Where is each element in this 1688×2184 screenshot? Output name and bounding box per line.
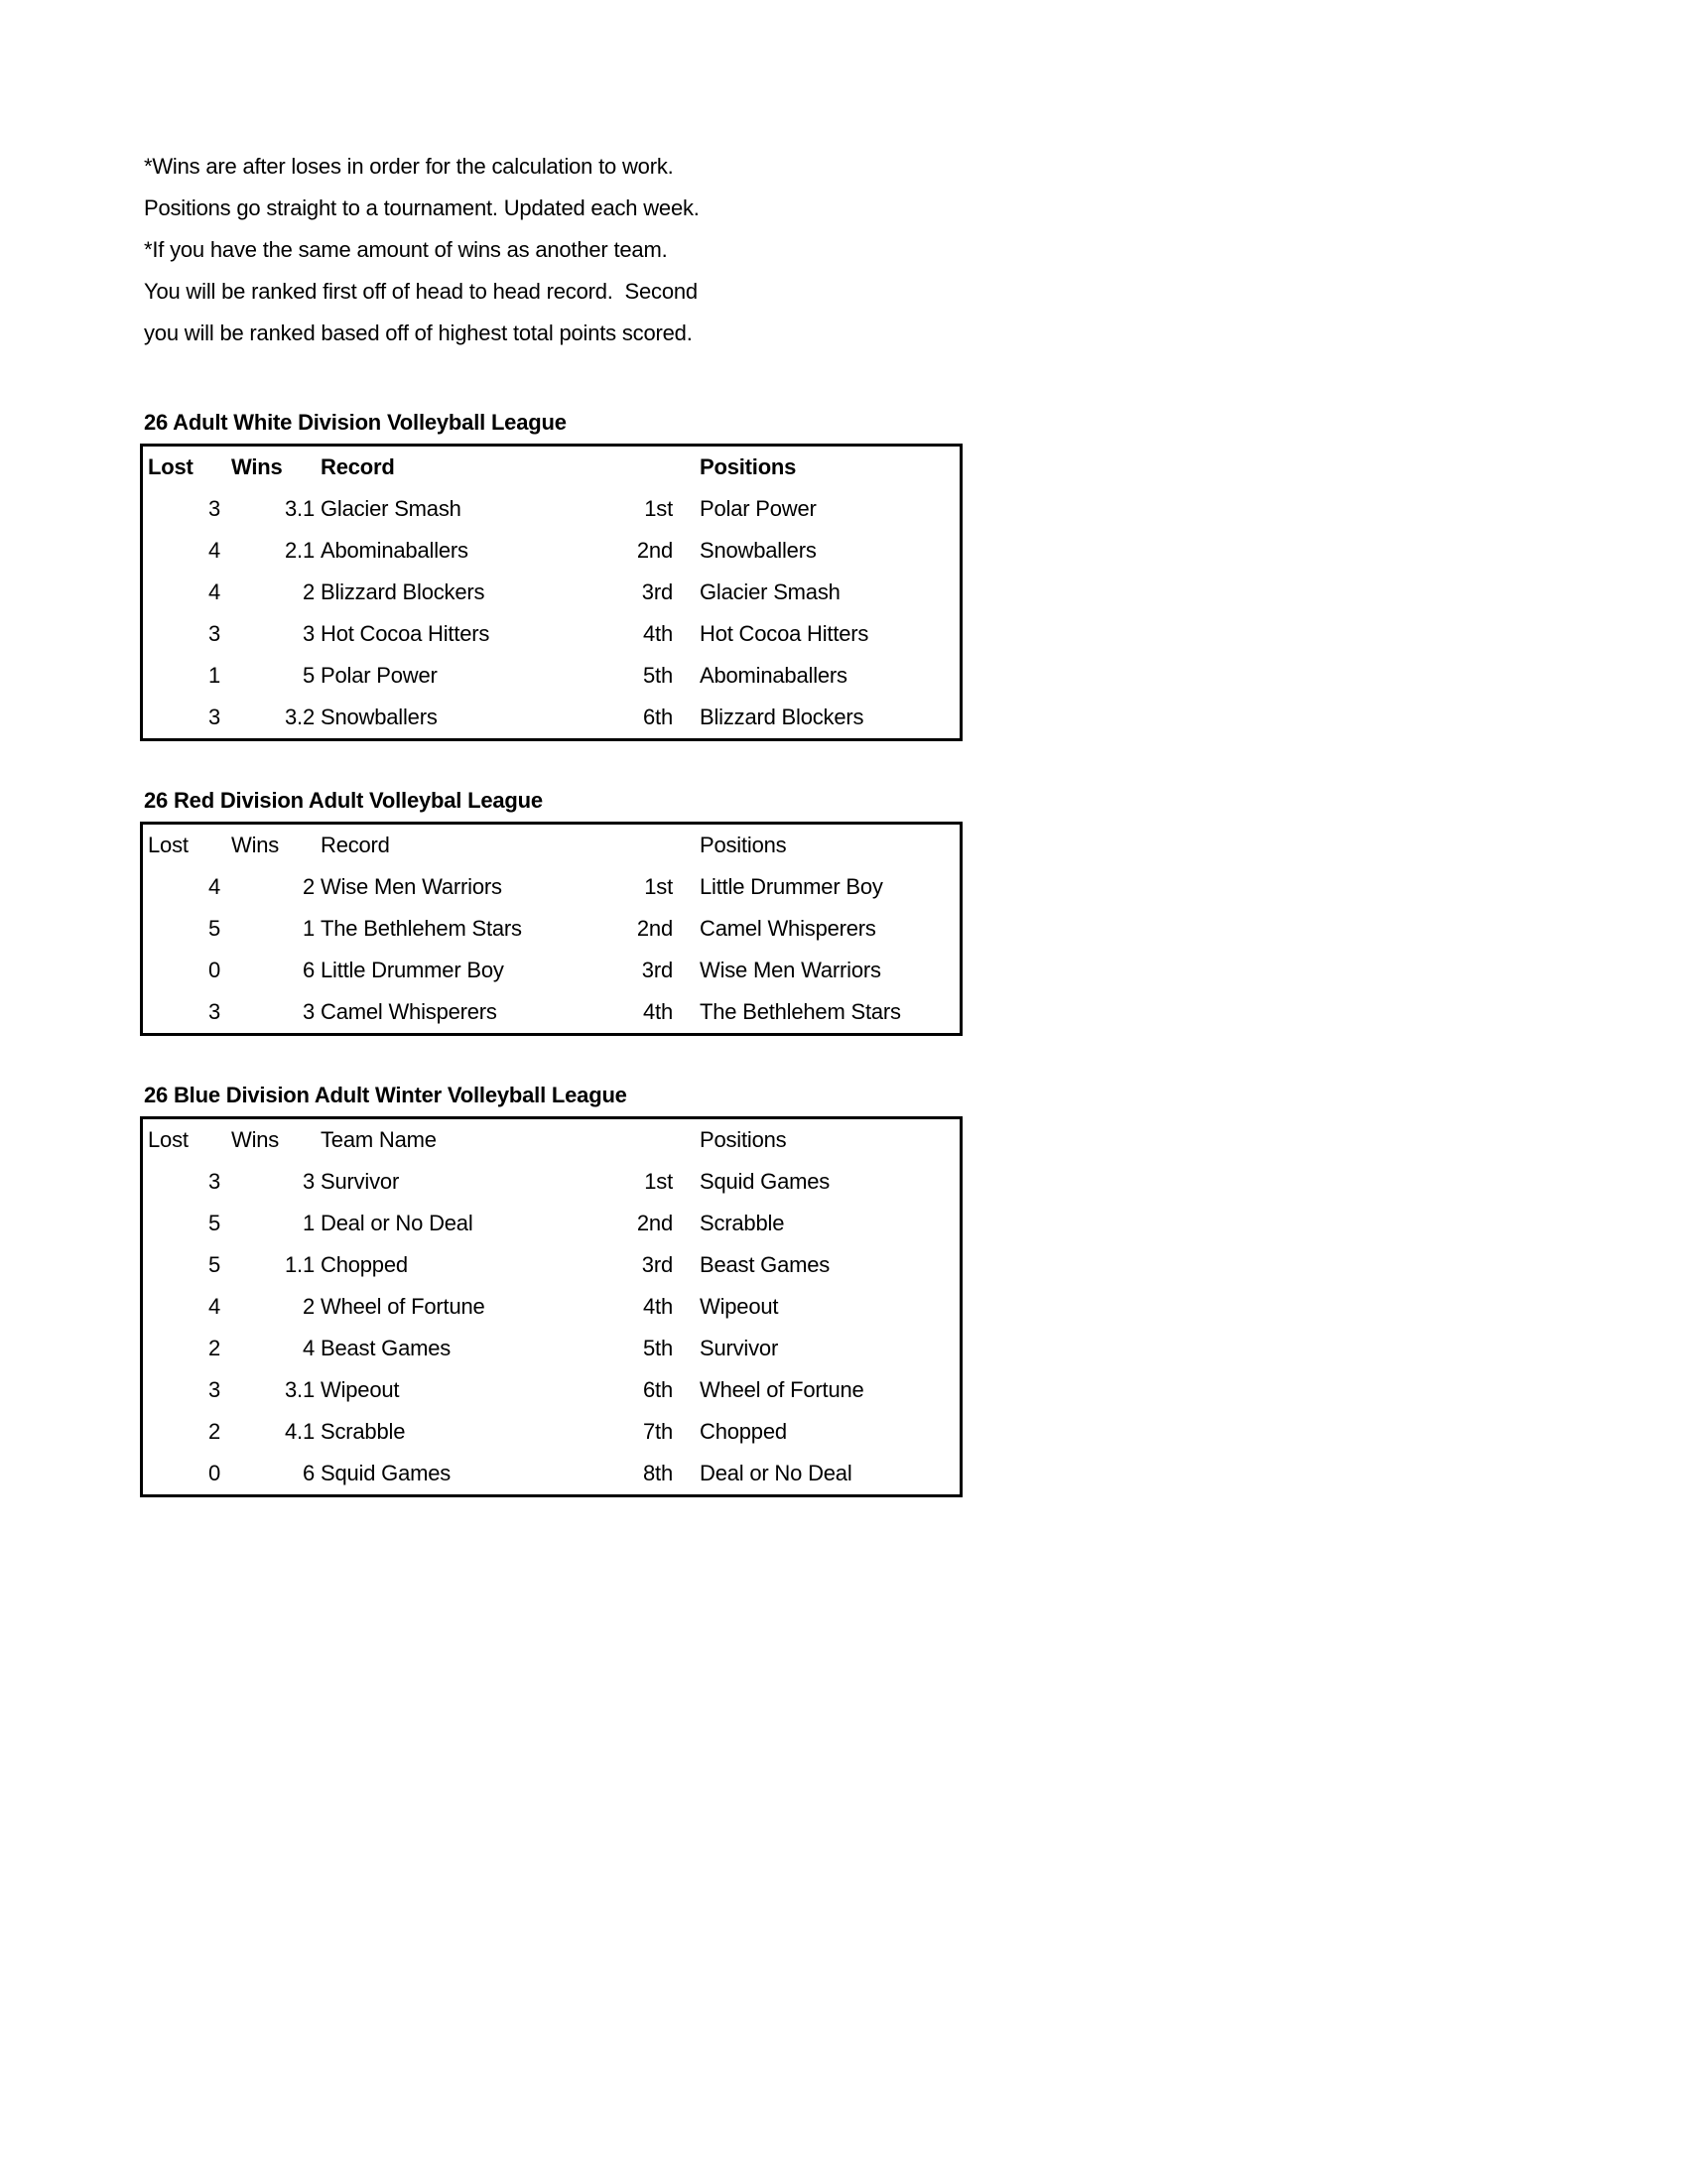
header-lost: Lost — [148, 1127, 189, 1152]
league-title-white-division: 26 Adult White Division Volleyball League — [144, 410, 567, 435]
cell-rank: 4th — [643, 621, 673, 646]
header-team: Record — [321, 454, 395, 479]
cell-rank: 5th — [643, 1336, 673, 1360]
table-row — [143, 1161, 960, 1203]
cell-wins: 2.1 — [285, 538, 315, 563]
table-row — [143, 1453, 960, 1494]
cell-lost: 4 — [207, 1294, 220, 1319]
cell-team: Snowballers — [321, 705, 438, 729]
table-row — [143, 1286, 960, 1328]
cell-lost: 3 — [207, 705, 220, 729]
cell-team: Squid Games — [321, 1461, 452, 1485]
cell-rank: 3rd — [641, 958, 673, 982]
table-row — [143, 530, 960, 572]
cell-lost: 1 — [207, 663, 220, 688]
cell-rank: 6th — [643, 705, 673, 729]
cell-lost: 2 — [207, 1419, 220, 1444]
cell-position_team: Camel Whisperers — [700, 916, 876, 941]
cell-lost: 4 — [207, 538, 220, 563]
cell-team: The Bethlehem Stars — [321, 916, 522, 941]
cell-wins: 3 — [302, 999, 315, 1024]
league-title-red-division: 26 Red Division Adult Volleybal League — [144, 788, 543, 813]
cell-position_team: Scrabble — [700, 1211, 785, 1235]
cell-position_team: Deal or No Deal — [700, 1461, 852, 1485]
cell-team: Camel Whisperers — [321, 999, 497, 1024]
table-row — [143, 991, 960, 1033]
cell-lost: 3 — [207, 999, 220, 1024]
cell-wins: 2 — [302, 579, 315, 604]
table-row — [143, 613, 960, 655]
cell-lost: 4 — [207, 874, 220, 899]
cell-lost: 3 — [207, 621, 220, 646]
cell-rank: 8th — [643, 1461, 673, 1485]
table-header-row — [143, 1119, 960, 1161]
cell-team: Hot Cocoa Hitters — [321, 621, 490, 646]
cell-position_team: Snowballers — [700, 538, 817, 563]
cell-wins: 3.1 — [285, 1377, 315, 1402]
cell-wins: 1 — [302, 1211, 315, 1235]
header-wins: Wins — [231, 454, 283, 479]
table-header-row — [143, 825, 960, 866]
cell-position_team: The Bethlehem Stars — [700, 999, 901, 1024]
cell-lost: 2 — [207, 1336, 220, 1360]
header-positions: Positions — [700, 833, 787, 857]
cell-wins: 1.1 — [285, 1252, 315, 1277]
cell-team: Glacier Smash — [321, 496, 461, 521]
table-row — [143, 572, 960, 613]
intro-line: Positions go straight to a tournament. Updated each week. — [144, 195, 700, 220]
cell-position_team: Wipeout — [700, 1294, 779, 1319]
table-row — [143, 488, 960, 530]
header-lost: Lost — [148, 454, 194, 479]
cell-team: Blizzard Blockers — [321, 579, 485, 604]
cell-wins: 6 — [302, 1461, 315, 1485]
cell-wins: 4 — [302, 1336, 315, 1360]
table-row — [143, 697, 960, 738]
header-wins: Wins — [231, 833, 280, 857]
table-row — [143, 1411, 960, 1453]
cell-wins: 3 — [302, 1169, 315, 1194]
cell-position_team: Hot Cocoa Hitters — [700, 621, 869, 646]
cell-rank: 2nd — [636, 916, 673, 941]
table-row — [143, 1244, 960, 1286]
intro-line: *Wins are after loses in order for the calculation to work. — [144, 154, 674, 179]
header-positions: Positions — [700, 454, 797, 479]
cell-team: Scrabble — [321, 1419, 406, 1444]
cell-wins: 3 — [302, 621, 315, 646]
cell-team: Wise Men Warriors — [321, 874, 502, 899]
cell-lost: 5 — [207, 916, 220, 941]
table-row — [143, 866, 960, 908]
cell-rank: 5th — [643, 663, 673, 688]
cell-lost: 5 — [207, 1252, 220, 1277]
cell-wins: 5 — [302, 663, 315, 688]
cell-team: Beast Games — [321, 1336, 452, 1360]
cell-lost: 3 — [207, 1377, 220, 1402]
header-wins: Wins — [231, 1127, 280, 1152]
cell-rank: 3rd — [641, 1252, 673, 1277]
cell-rank: 2nd — [636, 1211, 673, 1235]
cell-team: Wipeout — [321, 1377, 400, 1402]
intro-notes — [144, 146, 700, 354]
league-title-blue-division: 26 Blue Division Adult Winter Volleyball League — [144, 1083, 627, 1107]
intro-line: You will be ranked first off of head to head record. Second — [144, 279, 698, 304]
cell-rank: 1st — [644, 874, 673, 899]
cell-position_team: Survivor — [700, 1336, 779, 1360]
cell-team: Chopped — [321, 1252, 408, 1277]
cell-wins: 4.1 — [285, 1419, 315, 1444]
cell-team: Wheel of Fortune — [321, 1294, 485, 1319]
cell-lost: 0 — [207, 958, 220, 982]
cell-wins: 2 — [302, 874, 315, 899]
cell-team: Survivor — [321, 1169, 400, 1194]
cell-wins: 6 — [302, 958, 315, 982]
cell-lost: 5 — [207, 1211, 220, 1235]
cell-wins: 3.1 — [285, 496, 315, 521]
cell-lost: 0 — [207, 1461, 220, 1485]
cell-position_team: Abominaballers — [700, 663, 847, 688]
standings-table-blue-division — [140, 1116, 963, 1497]
cell-position_team: Beast Games — [700, 1252, 831, 1277]
table-row — [143, 908, 960, 950]
cell-rank: 7th — [643, 1419, 673, 1444]
cell-position_team: Chopped — [700, 1419, 787, 1444]
header-team: Team Name — [321, 1127, 437, 1152]
cell-team: Deal or No Deal — [321, 1211, 473, 1235]
table-header-row — [143, 447, 960, 488]
cell-team: Little Drummer Boy — [321, 958, 504, 982]
table-row — [143, 655, 960, 697]
cell-position_team: Wheel of Fortune — [700, 1377, 864, 1402]
cell-rank: 2nd — [636, 538, 673, 563]
table-row — [143, 950, 960, 991]
header-team: Record — [321, 833, 390, 857]
cell-team: Abominaballers — [321, 538, 468, 563]
cell-rank: 3rd — [641, 579, 673, 604]
cell-position_team: Blizzard Blockers — [700, 705, 864, 729]
cell-position_team: Little Drummer Boy — [700, 874, 883, 899]
header-lost: Lost — [148, 833, 189, 857]
cell-rank: 1st — [644, 496, 673, 521]
cell-position_team: Polar Power — [700, 496, 817, 521]
cell-team: Polar Power — [321, 663, 438, 688]
cell-lost: 4 — [207, 579, 220, 604]
cell-rank: 4th — [643, 1294, 673, 1319]
intro-line: you will be ranked based off of highest total points scored. — [144, 321, 693, 345]
standings-table-white-division — [140, 444, 963, 741]
cell-position_team: Wise Men Warriors — [700, 958, 881, 982]
standings-table-red-division — [140, 822, 963, 1036]
cell-lost: 3 — [207, 496, 220, 521]
cell-lost: 3 — [207, 1169, 220, 1194]
table-row — [143, 1203, 960, 1244]
cell-wins: 3.2 — [285, 705, 315, 729]
cell-rank: 6th — [643, 1377, 673, 1402]
cell-wins: 1 — [302, 916, 315, 941]
cell-rank: 4th — [643, 999, 673, 1024]
cell-rank: 1st — [644, 1169, 673, 1194]
header-positions: Positions — [700, 1127, 787, 1152]
table-row — [143, 1369, 960, 1411]
table-row — [143, 1328, 960, 1369]
intro-line: *If you have the same amount of wins as another team. — [144, 237, 668, 262]
cell-position_team: Squid Games — [700, 1169, 831, 1194]
cell-wins: 2 — [302, 1294, 315, 1319]
cell-position_team: Glacier Smash — [700, 579, 841, 604]
